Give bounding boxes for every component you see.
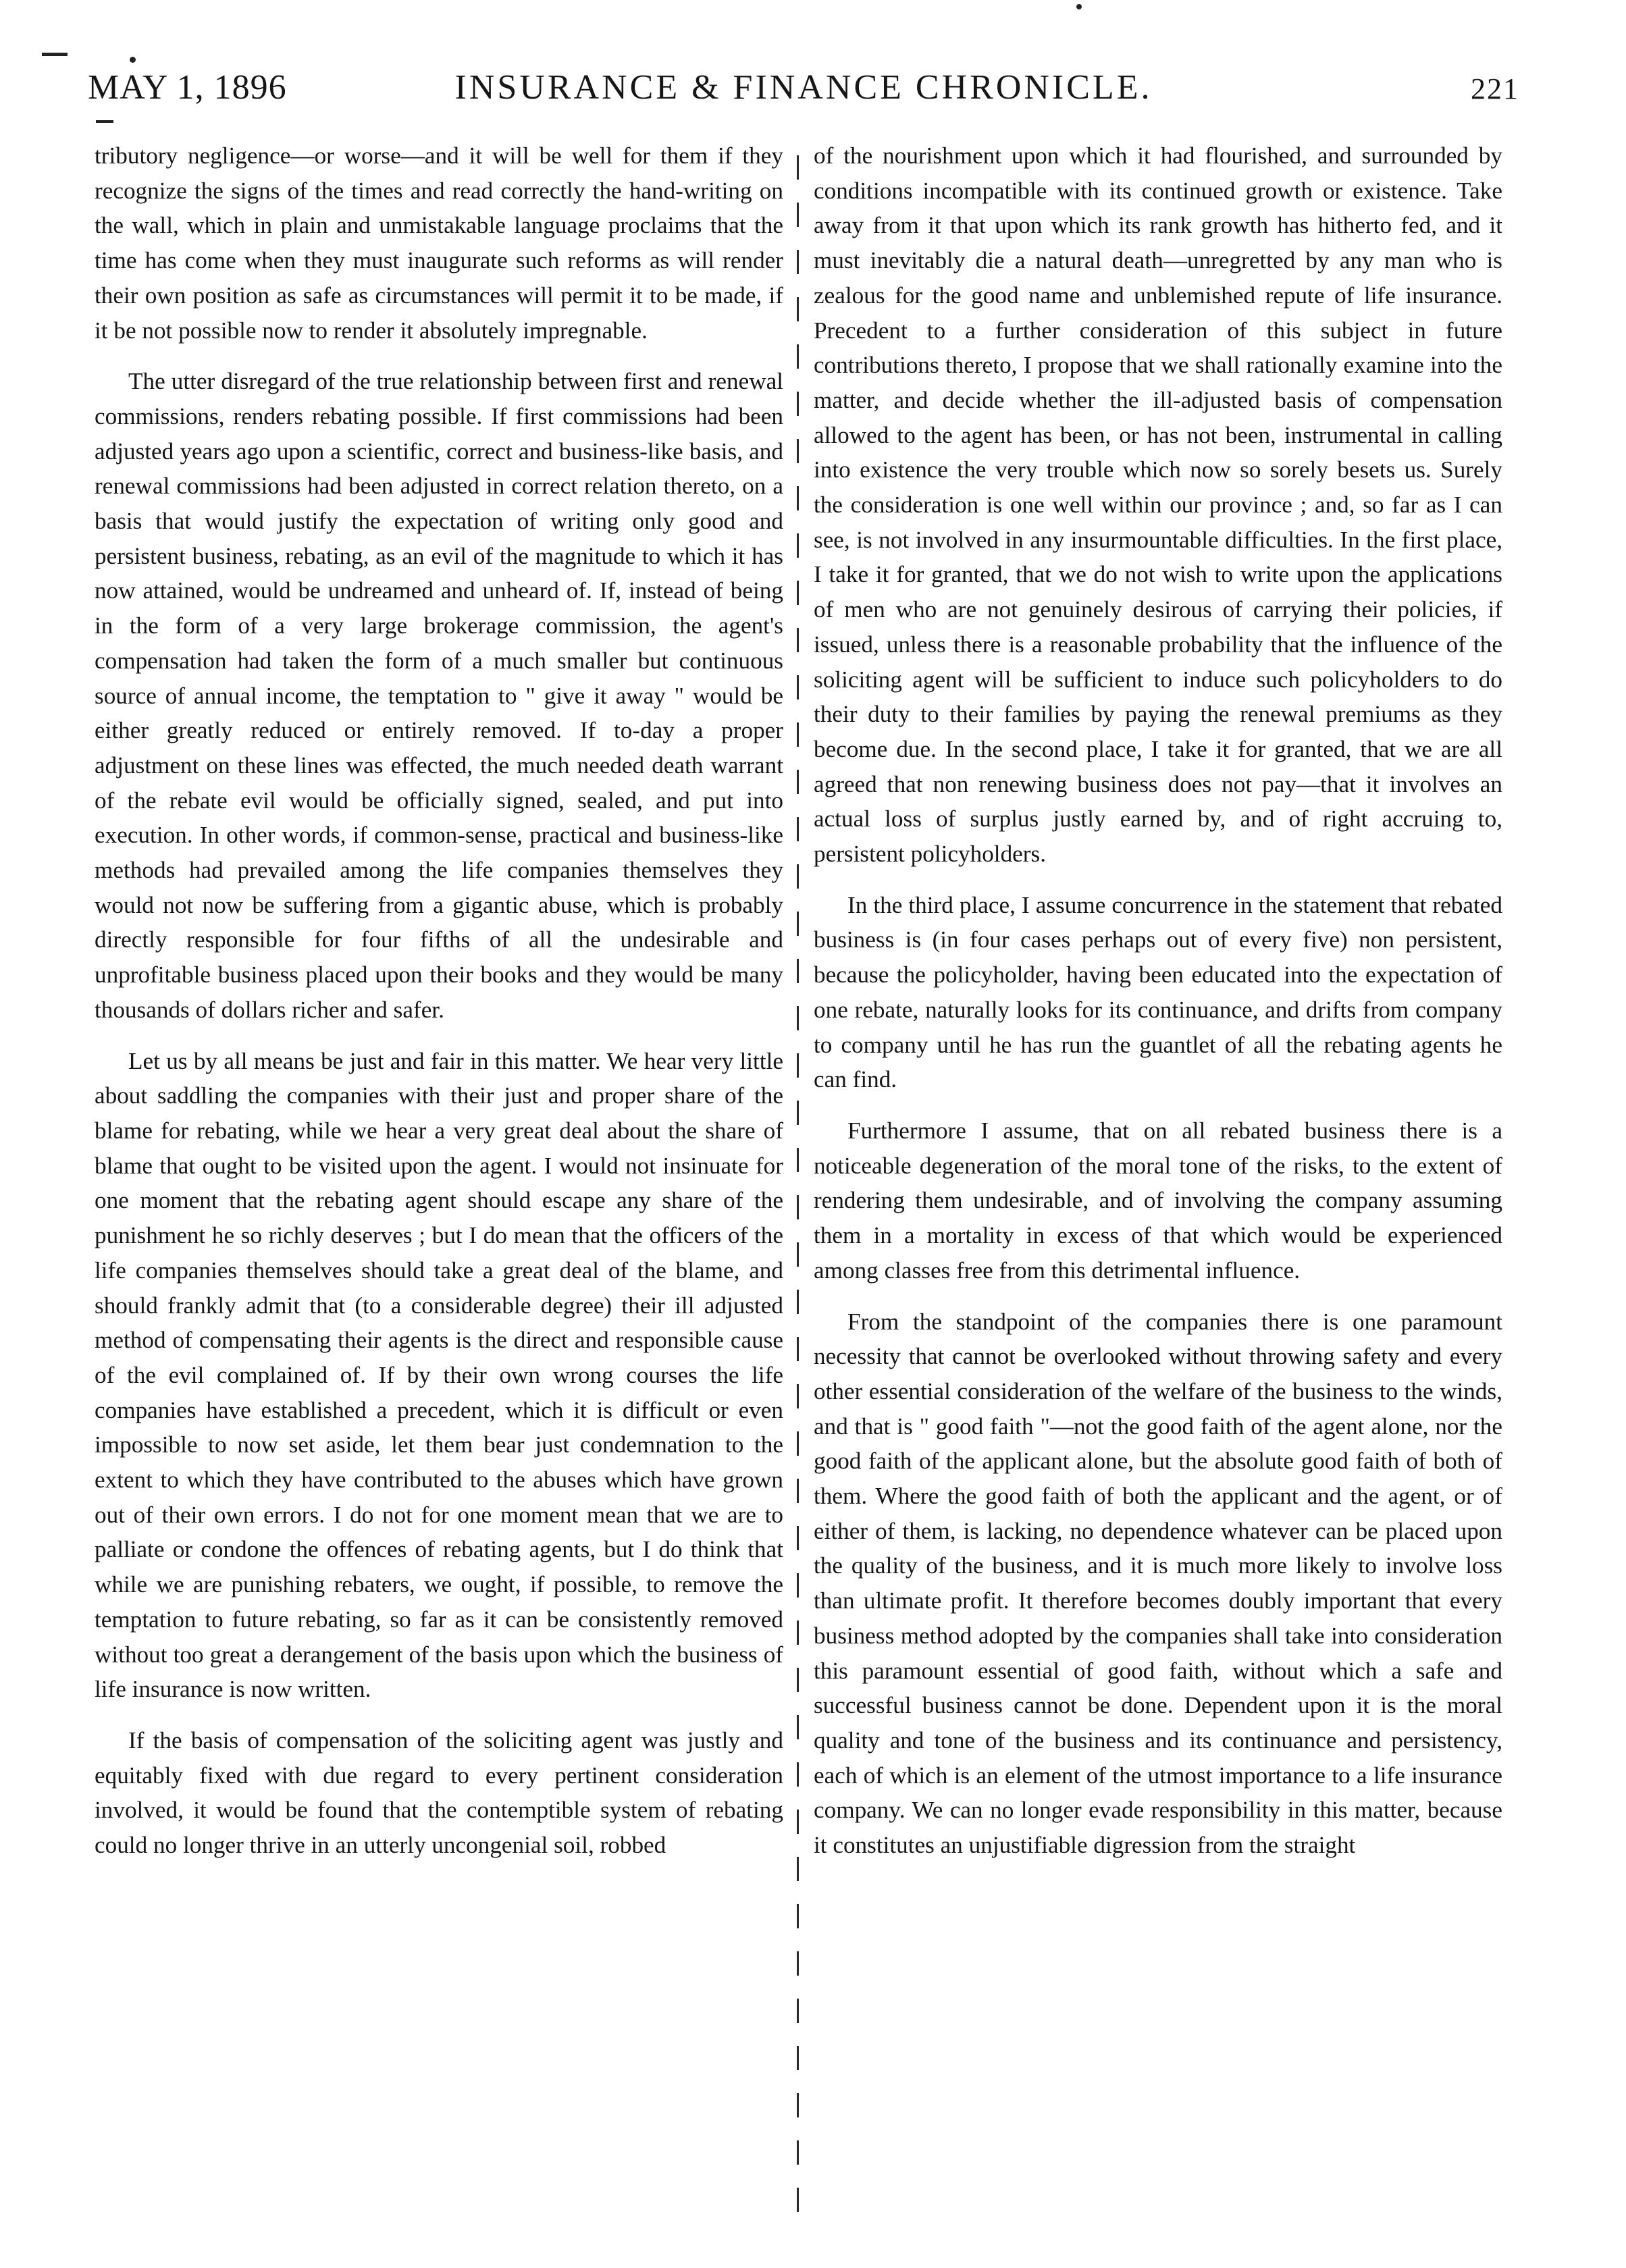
paragraph: of the nourishment upon which it had flourished, and surrounded by conditions incompatible with its continued growth or existence. Take away from it that upon which its rank growth has hitherto fed, and it must inevitably die a natural death—unregretted by any man who is zealous for the good name and unblemished repute of life insurance. Precedent to a further consideration of this subject in future contributions thereto, I propose that we shall rationally examine into the matter, and decide whether the ill-adjusted basis of compensation allowed to the agent has been, or has not been, instrumental in calling into existence the very trouble which now so sorely besets us. Surely the consideration is one well within our province ; and, so far as I can see, is not involved in any insurmountable difficulties. In the first place, I take it for granted, that we do not wish to write upon the applications of men who are not genuinely desirous of carrying their policies, if issued, unless there is a reasonable probability that the influence of the soliciting agent will be sufficient to induce such policyholders to do their duty to their families by paying the renewal premiums as they become due. In the second place, I take it for granted, that we are all agreed that non renewing business does not pay—that it involves an actual loss of surplus justly earned by, and of right accruing to, persistent policyholders. <box>814 142 1502 868</box>
paragraph: Furthermore I assume, that on all rebated business there is a noticeable degeneration of the moral tone of the risks, to the extent of rendering them undesirable, and of involving the company assuming them in a mortality in excess of that which would be experienced among classes free from this detrimental influence. <box>814 1117 1502 1284</box>
paragraph: From the standpoint of the companies there is one paramount necessity that cannot be overlooked without throwing safety and every other essential consideration of the welfare of the business to the winds, and that is " good faith "—not the good faith of the agent alone, nor the good faith of the applicant alone, but the absolute good faith of both of them. Where the good faith of both the applicant and the agent, or of either of them, is lacking, no dependence whatever can be placed upon the quality of the business, and it is much more likely to involve loss than ultimate profit. It therefore becomes doubly important that every business method adopted by the companies shall take into consideration this paramount essential of good faith, without which a safe and successful business cannot be done. Dependent upon it is the moral quality and tone of the business and its continuance and persistency, each of which is an element of the utmost importance to a life insurance company. We can no longer evade responsibility in this matter, because it constitutes an unjustifiable digression from the straight <box>814 1308 1502 1859</box>
page-number: 221 <box>1471 72 1519 105</box>
left-column <box>95 138 783 2238</box>
margin-dash-mark <box>42 53 68 56</box>
column-divider <box>797 155 799 2221</box>
paragraph: If the basis of compensation of the soliciting agent was justly and equitably fixed with due regard to every pertinent consideration involved, it would be found that the contemptible system of rebating could no longer thrive in an utterly uncongenial soil, robbed <box>95 1726 783 1859</box>
paragraph: tributory negligence—or worse—and it will be well for them if they recognize the signs of the times and read correctly the hand-writing on the wall, which in plain and unmistakable language proclaims that the time has come when they must inaugurate such reforms as will render their own position as safe as circumstances will permit it to be made, if it be not possible now to render it absolutely impregnable. <box>95 142 783 344</box>
right-column <box>814 138 1502 2238</box>
paragraph: In the third place, I assume concurrence in the statement that rebated business is (in four cases perhaps out of every five) non persistent, because the policyholder, having been educated into the expectation of one rebate, naturally looks for its continuance, and drifts from company to company until he has run the guantlet of all the rebating agents he can find. <box>814 891 1502 1093</box>
issue-date: MAY 1, 1896 <box>88 68 287 107</box>
ink-speck <box>1076 4 1082 9</box>
ink-speck <box>130 57 136 63</box>
paragraph: The utter disregard of the true relationship between first and renewal commissions, renders rebating possible. If first commissions had been adjusted years ago upon a scientific, correct and business-like basis, and renewal commissions had been adjusted in correct relation thereto, on a basis that would justify the expectation of writing only good and persistent business, rebating, as an evil of the magnitude to which it has now attained, would be undreamed and unheard of. If, instead of being in the form of a very large brokerage commission, the agent's compensation had taken the form of a much smaller but continuous source of annual income, the temptation to " give it away " would be either greatly reduced or entirely removed. If to-day a proper adjustment on these lines was effected, the much needed death warrant of the rebate evil would be officially signed, sealed, and put into execution. In other words, if common-sense, practical and business-like methods had prevailed among the life companies themselves they would not now be suffering from a gigantic abuse, which is probably directly responsible for four fifths of all the undesirable and unprofitable business placed upon their books and they would be many thousands of dollars richer and safer. <box>95 368 783 1023</box>
margin-dash-mark <box>96 120 113 123</box>
publication-title: INSURANCE & FINANCE CHRONICLE. <box>454 68 1153 107</box>
page-header <box>88 68 1519 115</box>
paragraph: Let us by all means be just and fair in this matter. We hear very little about saddling the companies with their just and proper share of the blame for rebating, while we hear a very great deal about the share of blame that ought to be visited upon the agent. I would not insinuate for one moment that the rebating agent should escape any share of the punishment he so richly deserves ; but I do mean that the officers of the life companies themselves should take a great deal of the blame, and should frankly admit that (to a considerable degree) their ill adjusted method of compensating their agents is the direct and responsible cause of the evil complained of. If by their own wrong courses the life companies have established a precedent, which it is difficult or even impossible to now set aside, let them bear just condemnation to the extent to which they have contributed to the abuses which have grown out of their own errors. I do not for one moment mean that we are to palliate or condone the offences of rebating agents, but I do think that while we are punishing rebaters, we ought, if possible, to remove the temptation to future rebating, so far as it can be consistently removed without too great a derangement of the basis upon which the business of life insurance is now written. <box>95 1047 783 1703</box>
